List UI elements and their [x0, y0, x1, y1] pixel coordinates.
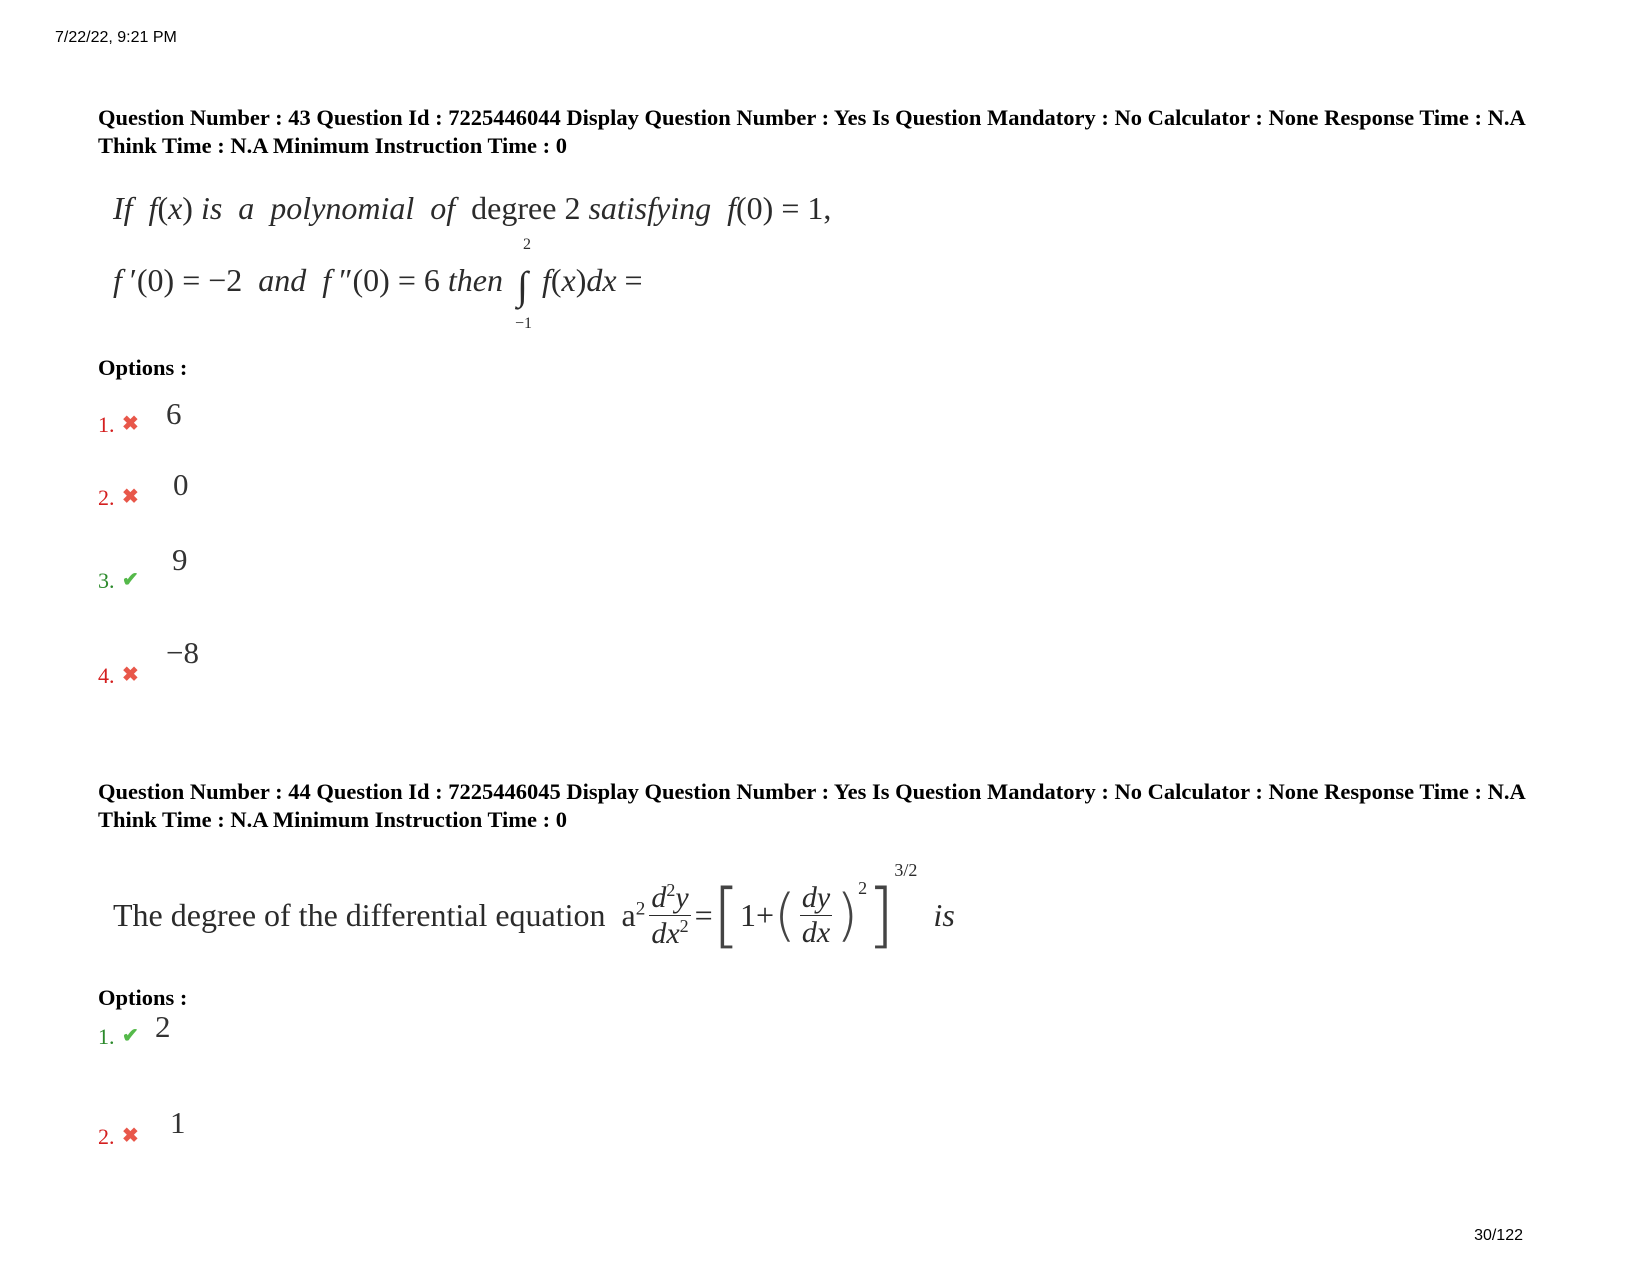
wrong-mark-icon: ✖: [122, 664, 139, 686]
check-mark-icon: ✔: [122, 569, 139, 591]
question-43-header: Question Number : 43 Question Id : 7225446044 Display Question Number : Yes Is Question Mandatory : No Calculator : None Response Time : N.A Think Time : N.A Minimum Instruction Time : 0: [98, 105, 1525, 158]
wrong-mark-icon: ✖: [122, 413, 139, 435]
question-44-header: Question Number : 44 Question Id : 7225446045 Display Question Number : Yes Is Question Mandatory : No Calculator : None Response Time : N.A Think Time : N.A Minimum Instruction Time : 0: [98, 779, 1525, 832]
question-44-options-label: Options :: [98, 985, 188, 1010]
check-mark-icon: ✔: [122, 1025, 139, 1047]
print-timestamp: 7/22/22, 9:21 PM: [55, 29, 177, 46]
question-43-options-label: Options :: [98, 355, 188, 380]
question-43-text-line2: f ′(0) = −2 and f ″(0) = 6 then ∫ 2 −1 f(x)dx =: [113, 236, 643, 332]
wrong-mark-icon: ✖: [122, 1125, 139, 1147]
wrong-mark-icon: ✖: [122, 486, 139, 508]
question-43-text-line1: If f(x) is a polynomial of degree 2 satisfying f(0) = 1,: [113, 190, 832, 226]
integral-symbol: ∫ 2 −1: [514, 236, 532, 332]
page-number: 30/122: [1474, 1227, 1523, 1244]
question-44-text: The degree of the differential equation $a^2$ $\frac{d^2y}{dx^2}$ = [ 1+ ( $\frac{dy}{dx}$ ) 2 ] 3/2 is: [113, 860, 955, 956]
